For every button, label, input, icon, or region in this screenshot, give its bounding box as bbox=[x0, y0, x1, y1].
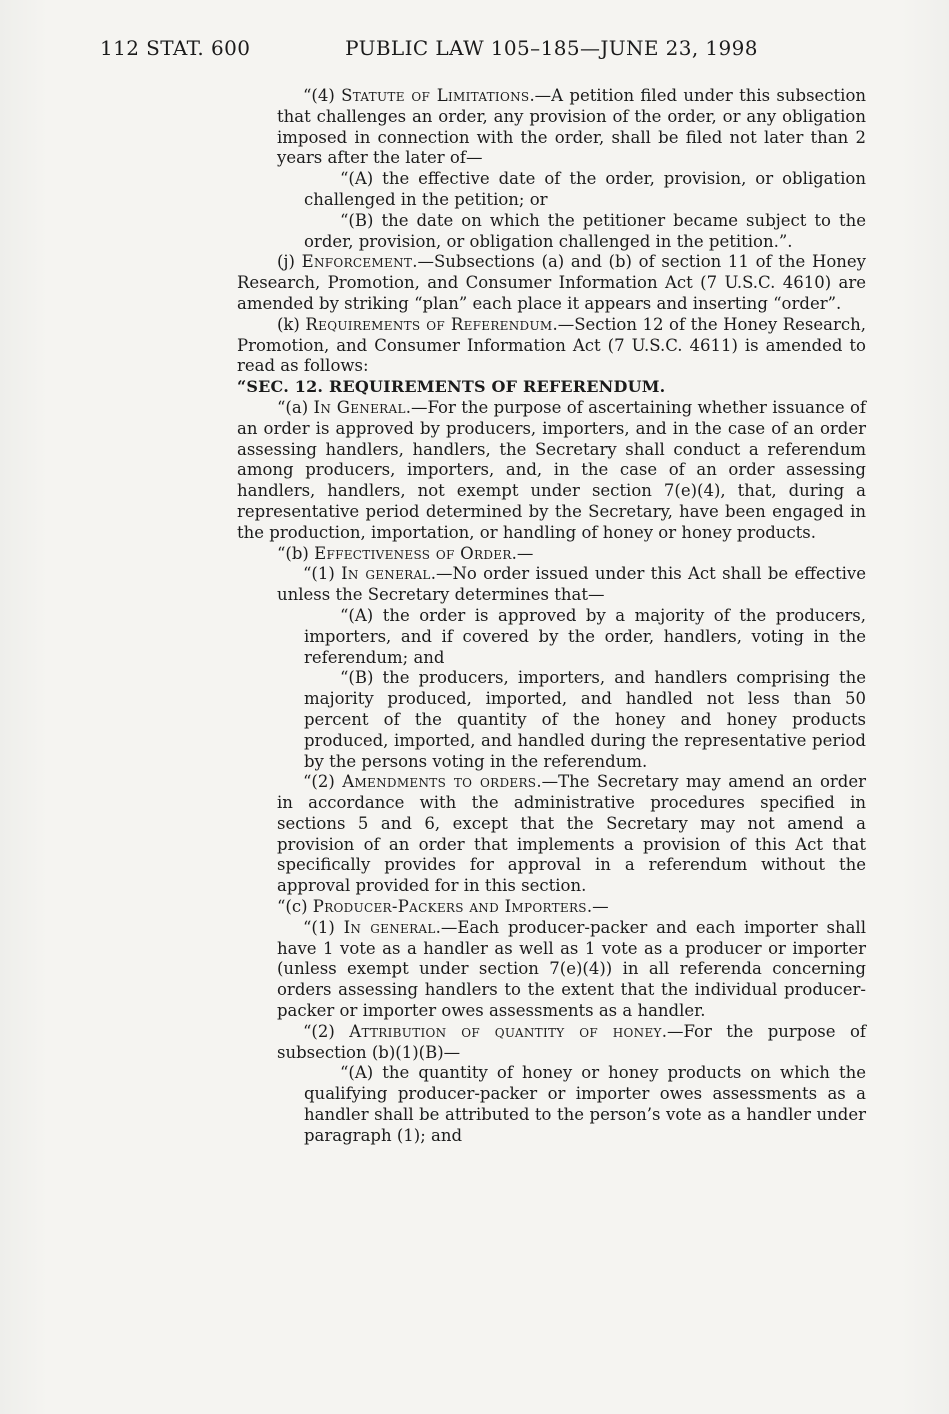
document-body bbox=[237, 86, 866, 1147]
small-caps-term: Requirements of Referendum bbox=[305, 314, 553, 334]
text-run: “(2) bbox=[303, 772, 343, 792]
stat-page-number: 112 STAT. 600 bbox=[100, 36, 251, 60]
text-run: “(1) bbox=[303, 917, 344, 937]
subparagraph-b1B-fifty-percent bbox=[237, 668, 866, 772]
small-caps-term: Amendments to orders bbox=[342, 772, 537, 792]
subsection-j-enforcement bbox=[237, 252, 866, 314]
paragraph-c2-attribution-of-quantity bbox=[237, 1022, 866, 1064]
text-run: .— bbox=[586, 897, 609, 917]
small-caps-term: In general bbox=[343, 917, 436, 937]
text-run: “(4) bbox=[303, 86, 342, 105]
text-run: “(A) the order is approved by a majority of the producers, importers, and if covered by the order, handlers, voting in the referendum; and bbox=[304, 605, 866, 667]
text-run: .—For the purpose of ascertaining whether issuance of an order is approved by producers, importers, and in the case of an order assessing handlers, handlers, the Secretary shall conduct a referendum among producers, importers, and, in the case of an order assessing handlers, handlers, not exempt under section 7(e)(4), that, during a representative period determined by the Secretary, have been engaged in the production, importation, or handling of honey or honey products. bbox=[237, 397, 866, 542]
text-run: .—For the purpose of subsection (b)(1)(B)— bbox=[277, 1021, 866, 1062]
paragraph-4-statute-of-limitations bbox=[237, 86, 866, 169]
small-caps-term: Producer-Packers and Importers bbox=[312, 897, 587, 917]
text-run: (j) bbox=[277, 252, 302, 272]
text-run: “(A) the quantity of honey or honey products on which the qualifying producer-packer or importer owes assessments as a handler shall be attributed to the person’s vote as a handler under paragraph (1); and bbox=[304, 1063, 866, 1145]
text-run: .—Section 12 of the Honey Research, Promotion, and Consumer Information Act (7 U.S.C. 4611) is amended to read as follows: bbox=[237, 314, 866, 376]
subsection-k-requirements-of-referendum bbox=[237, 315, 866, 377]
small-caps-term: In General bbox=[313, 397, 406, 417]
text-run: “SEC. 12. REQUIREMENTS OF REFERENDUM. bbox=[237, 377, 666, 397]
text-run: .—The Secretary may amend an order in accordance with the administrative procedures specified in sections 5 and 6, except that the Secretary may not amend a provision of an order that implements a provision of this Act that specifically provides for approval in a referendum without the approval provided for in this section. bbox=[277, 772, 867, 896]
text-run: (k) bbox=[277, 314, 306, 334]
subparagraph-c2A-quantity-attributed bbox=[237, 1063, 866, 1146]
small-caps-term: Statute of Limitations bbox=[341, 86, 530, 105]
small-caps-term: Enforcement bbox=[301, 252, 413, 272]
small-caps-term: In general bbox=[341, 564, 431, 584]
text-run: “(A) the effective date of the order, provision, or obligation challenged in the petition; or bbox=[304, 169, 866, 209]
section-12-heading bbox=[237, 377, 866, 398]
paragraph-b1-in-general bbox=[237, 564, 866, 606]
text-run: .— bbox=[511, 543, 534, 563]
subparagraph-B-date-subject bbox=[237, 211, 866, 253]
text-run: .—A petition filed under this subsection that challenges an order, any provision of the order, or any obligation imposed in connection with the order, shall be filed not later than 2 years after the later of— bbox=[277, 86, 867, 168]
text-run: .—No order issued under this Act shall be effective unless the Secretary determines that— bbox=[277, 564, 866, 605]
small-caps-term: Attribution of quantity of honey bbox=[349, 1021, 662, 1041]
text-run: “(1) bbox=[303, 564, 342, 584]
subsection-b-effectiveness-of-order bbox=[237, 544, 866, 565]
text-run: “(b) bbox=[277, 543, 315, 563]
subsection-c-producer-packers-and-importers bbox=[237, 897, 866, 918]
text-run: .—Each producer-packer and each importer shall have 1 vote as a handler as well as 1 vote as a producer or importer (unless exempt under section 7(e)(4)) in all referenda concerning orders assessing handlers to the extent that the individual producer-packer or importer owes assessments as a handler. bbox=[277, 917, 866, 1021]
paragraph-b2-amendments-to-orders bbox=[237, 772, 866, 897]
text-run: “(B) the date on which the petitioner became subject to the order, provision, or obligation challenged in the petition.”. bbox=[304, 210, 866, 251]
paragraph-c1-in-general bbox=[237, 918, 866, 1022]
subparagraph-b1A-order-approved bbox=[237, 606, 866, 668]
text-run: “(a) bbox=[277, 397, 314, 417]
public-law-title: PUBLIC LAW 105–185—JUNE 23, 1998 bbox=[345, 36, 758, 60]
text-run: “(c) bbox=[277, 897, 313, 917]
subsection-a-in-general bbox=[237, 398, 866, 544]
subparagraph-A-effective-date bbox=[237, 169, 866, 211]
text-run: .—Subsections (a) and (b) of section 11 of the Honey Research, Promotion, and Consumer Information Act (7 U.S.C. 4610) are amended by striking “plan” each place it appears and inserting “order”. bbox=[237, 252, 866, 313]
text-run: “(2) bbox=[303, 1021, 350, 1041]
text-run: “(B) the producers, importers, and handlers comprising the majority produced, imported, and handled not less than 50 percent of the quantity of the honey and honey products produced, imported, and handled during the representative period by the persons voting in the referendum. bbox=[304, 668, 866, 771]
small-caps-term: Effectiveness of Order bbox=[314, 543, 512, 563]
